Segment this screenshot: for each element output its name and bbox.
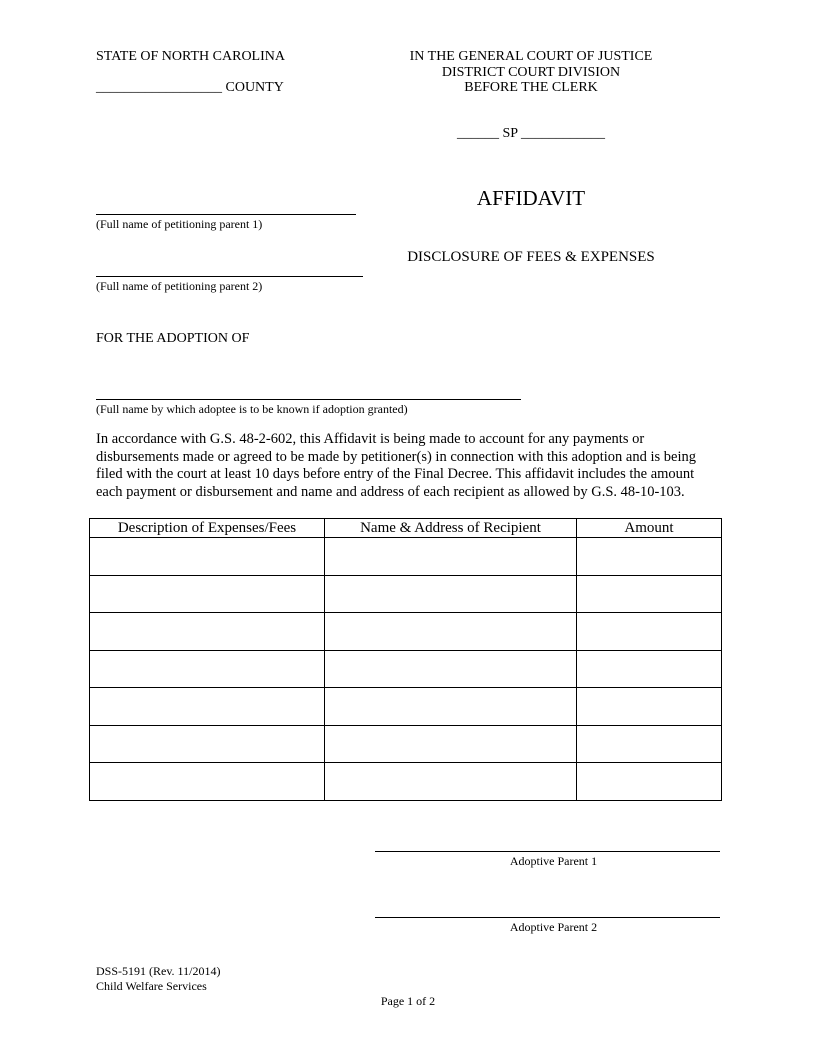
table-row: [90, 688, 722, 726]
column-header-recipient: Name & Address of Recipient: [325, 519, 577, 538]
description-cell[interactable]: [90, 538, 325, 576]
table-row: [90, 725, 722, 763]
signature-label-parent2: Adoptive Parent 2: [509, 920, 598, 934]
county-label: COUNTY: [225, 80, 284, 95]
division-label: Child Welfare Services: [96, 979, 207, 993]
description-cell[interactable]: [90, 763, 325, 801]
recipient-cell[interactable]: [325, 725, 577, 763]
body-line: each payment or disbursement and name and address of each recipient as allowed by G.S. 48-10-103.: [96, 483, 685, 500]
recipient-cell[interactable]: [325, 613, 577, 651]
recipient-cell[interactable]: [325, 575, 577, 613]
parent1-name-line[interactable]: [96, 214, 356, 215]
signature-line-parent2[interactable]: [375, 917, 720, 918]
amount-cell[interactable]: [577, 613, 722, 651]
body-line: filed with the court at least 10 days before entry of the Final Decree. This affidavit includes the amount: [96, 466, 695, 482]
amount-cell[interactable]: [577, 538, 722, 576]
parent2-name-line[interactable]: [96, 276, 363, 277]
county-line: [96, 79, 284, 97]
table-row: [90, 650, 722, 688]
amount-cell[interactable]: [577, 650, 722, 688]
column-header-description: Description of Expenses/Fees: [90, 519, 325, 538]
amount-cell[interactable]: [577, 725, 722, 763]
description-cell[interactable]: [90, 650, 325, 688]
page-number: Page 1 of 2: [380, 994, 436, 1008]
court-line-3: BEFORE THE CLERK: [464, 80, 598, 95]
file-number: ______ SP ____________: [456, 126, 606, 141]
adoption-label: FOR THE ADOPTION OF: [96, 331, 250, 346]
table-row: [90, 763, 722, 801]
table-row: [90, 613, 722, 651]
recipient-cell[interactable]: [325, 763, 577, 801]
amount-cell[interactable]: [577, 763, 722, 801]
fees-table: [89, 518, 722, 801]
court-line-2: DISTRICT COURT DIVISION: [441, 65, 621, 80]
table-row: [90, 538, 722, 576]
signature-line-parent1[interactable]: [375, 851, 720, 852]
court-line-1: IN THE GENERAL COURT OF JUSTICE: [409, 49, 653, 64]
recipient-cell[interactable]: [325, 650, 577, 688]
state-label: STATE OF NORTH CAROLINA: [96, 49, 285, 64]
description-cell[interactable]: [90, 613, 325, 651]
adoptee-name-line[interactable]: [96, 399, 521, 400]
parent2-caption: (Full name of petitioning parent 2): [96, 279, 263, 293]
parent1-caption: (Full name of petitioning parent 1): [96, 217, 263, 231]
description-cell[interactable]: [90, 725, 325, 763]
column-header-amount: Amount: [577, 519, 722, 538]
recipient-cell[interactable]: [325, 538, 577, 576]
form-number: DSS-5191 (Rev. 11/2014): [96, 964, 221, 978]
document-subtitle: DISCLOSURE OF FEES & EXPENSES: [407, 249, 655, 265]
recipient-cell[interactable]: [325, 688, 577, 726]
description-cell[interactable]: [90, 575, 325, 613]
table-header-row: [90, 519, 722, 538]
body-line: In accordance with G.S. 48-2-602, this Affidavit is being made to account for any payments or: [96, 431, 645, 447]
body-line: disbursements made or agreed to be made by petitioner(s) in connection with this adoption and is being: [96, 448, 696, 465]
adoptee-caption: (Full name by which adoptee is to be known if adoption granted): [96, 402, 408, 416]
county-blank: __________________: [96, 80, 222, 95]
signature-label-parent1: Adoptive Parent 1: [509, 854, 598, 868]
amount-cell[interactable]: [577, 575, 722, 613]
document-title: AFFIDAVIT: [476, 186, 586, 210]
body-paragraph: [96, 431, 736, 501]
table-row: [90, 575, 722, 613]
description-cell[interactable]: [90, 688, 325, 726]
amount-cell[interactable]: [577, 688, 722, 726]
